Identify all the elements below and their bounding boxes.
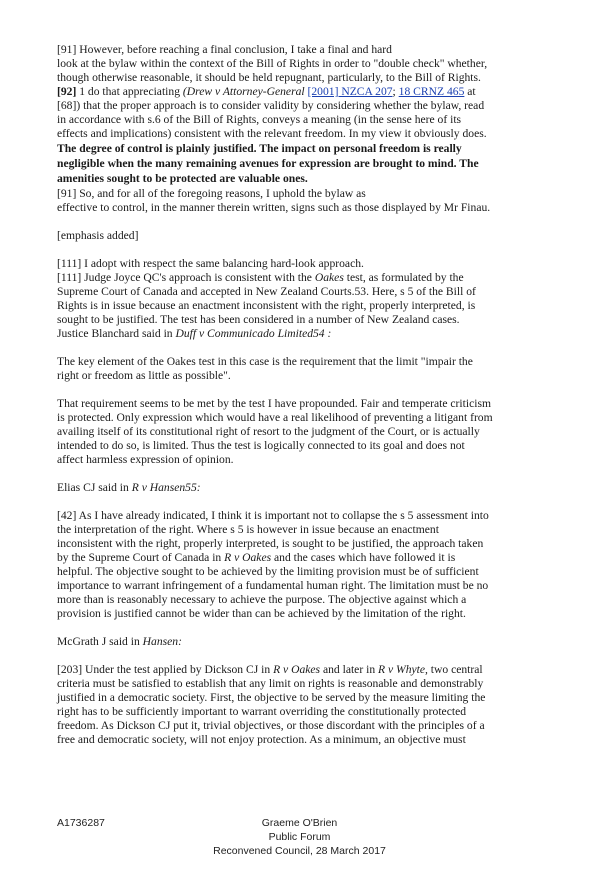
text-span: by the Supreme Court of Canada in (57, 551, 225, 564)
text-line: availing itself of its constitutional right of resort to the judgment of the Court, or is actually (57, 425, 480, 438)
text-line (57, 635, 182, 649)
citation-link-nzca[interactable]: [2001] NZCA 207 (307, 85, 393, 98)
text-line (57, 551, 455, 565)
text-line: effective to control, in the manner therein written, signs such as those displayed by Mr Finau. (57, 201, 491, 214)
text-span: 1 do that appreciating (76, 85, 183, 98)
text-line: Rights is in issue because an enactment inconsistent with the right, properly interpreted, is (57, 299, 476, 312)
text-line: inconsistent with the right, properly interpreted, is sought to be justified, the approach taken (57, 537, 484, 550)
text-line (57, 327, 331, 341)
case-name: R v Hansen55: (131, 481, 201, 494)
text-line: [111] I adopt with respect the same balancing hard-look approach. (57, 257, 364, 270)
case-name: Oakes (314, 271, 344, 284)
text-line: importance to warrant infringement of a fundamental human right. The limitation must be no (57, 579, 489, 592)
text-line: [91] However, before reaching a final conclusion, I take a final and hard (57, 43, 392, 56)
text-line: the interpretation of the right. Where s 5 is however in issue because an enactment (57, 523, 439, 536)
text-line: [42] As I have already indicated, I think it is important not to collapse the s 5 assessment into (57, 509, 489, 522)
text-line: is protected. Only expression which would have a real likelihood of preventing a litigant from (57, 411, 493, 424)
text-line: free and democratic society, will not enjoy protection. As a minimum, an objective must (57, 733, 466, 746)
text-span: and later in (320, 663, 379, 676)
case-name: Duff v Communicado Limited54 : (175, 327, 332, 340)
case-citation: (Drew v Attorney-General (182, 85, 305, 98)
footer-author: Graeme O'Brien (261, 817, 338, 829)
citation-link-crnz[interactable]: 18 CRNZ 465 (398, 85, 465, 98)
case-name: R v Whyte, (378, 663, 428, 676)
text-span: Elias CJ said in (57, 481, 132, 494)
text-line: The key element of the Oakes test in this case is the requirement that the limit "impair the (57, 355, 473, 368)
footer-document-id: A1736287 (57, 817, 105, 829)
text-line: in accordance with s.6 of the Bill of Rights, conveys a meaning (in the sense here of its (57, 113, 462, 126)
text-line: though otherwise reasonable, it should be held repugnant, particularly, to the Bill of Rights. (57, 71, 481, 84)
text-line: right has to be sufficiently important to warrant overriding the constitutionally protected (57, 705, 467, 718)
text-line (57, 271, 464, 285)
text-line: effects and implications) consistent with the relevant freedom. In my view it obviously does. (57, 127, 487, 140)
text-line: That requirement seems to be met by the test I have propounded. Fair and temperate criticism (57, 397, 491, 410)
text-line: freedom. As Dickson CJ put it, trivial objectives, or those discordant with the principles of a (57, 719, 485, 732)
text-line (57, 481, 201, 495)
emphasized-text-line: The degree of control is plainly justified. The impact on personal freedom is really (57, 142, 462, 155)
text-line: [68]) that the proper approach is to consider validity by considering whether the bylaw, read (57, 99, 485, 112)
emphasis-note: [emphasis added] (57, 229, 139, 242)
text-span: Justice Blanchard said in (57, 327, 176, 340)
text-span: test, as formulated by the (343, 271, 464, 284)
paragraph-number: [92] (57, 85, 77, 98)
text-span: at (464, 85, 476, 98)
text-line: [91] So, and for all of the foregoing reasons, I uphold the bylaw as (57, 187, 366, 200)
text-line: right or freedom as little as possible". (57, 369, 231, 382)
text-line: more than is reasonably necessary to achieve the purpose. The objective against which a (57, 593, 467, 606)
text-span: ; (392, 85, 399, 98)
case-name: R v Oakes (224, 551, 272, 564)
text-span: [203] Under the test applied by Dickson CJ in (57, 663, 274, 676)
text-line (57, 663, 483, 677)
emphasized-text-line: amenities sought to be protected are valuable ones. (57, 172, 308, 185)
case-name: Hansen: (142, 635, 182, 648)
text-line: look at the bylaw within the context of the Bill of Rights in order to "double check" whether, (57, 57, 488, 70)
text-line: helpful. The objective sought to be achieved by the limiting provision must be of sufficient (57, 565, 479, 578)
text-line: justified in a democratic society. First, the objective to be served by the measure limiting the (57, 691, 486, 704)
text-span: and the cases which have followed it is (271, 551, 456, 564)
footer-meeting: Reconvened Council, 28 March 2017 (213, 845, 386, 857)
emphasized-text-line: negligible when the many remaining avenues for expression are brought to mind. The (57, 157, 479, 170)
text-line: Supreme Court of Canada and accepted in New Zealand Courts.53. Here, s 5 of the Bill of (57, 285, 476, 298)
case-name: R v Oakes (273, 663, 321, 676)
text-line (57, 85, 476, 99)
text-line: sought to be justified. The test has been considered in a number of New Zealand cases. (57, 313, 460, 326)
text-span: [111] Judge Joyce QC's approach is consistent with the (57, 271, 315, 284)
text-span: McGrath J said in (57, 635, 143, 648)
text-span: two central (427, 663, 483, 676)
footer-forum: Public Forum (268, 831, 331, 843)
text-line: criteria must be satisfied to establish that any limit on rights is reasonable and demonstrably (57, 677, 484, 690)
text-line: provision is justified cannot be wider than can be achieved by the limitation of the right. (57, 607, 466, 620)
text-line: intended to do so, is limited. Thus the test is logically connected to its goal and does not (57, 439, 465, 452)
text-line: affect harmless expression of opinion. (57, 453, 234, 466)
